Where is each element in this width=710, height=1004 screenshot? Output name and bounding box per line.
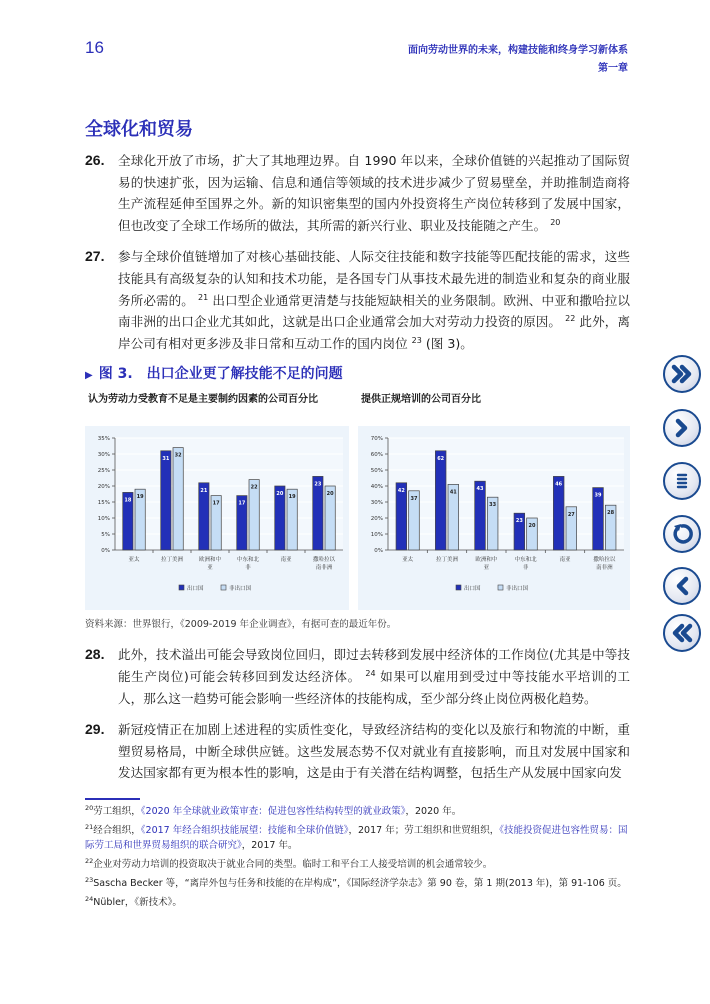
legend-swatch xyxy=(498,585,503,590)
x-tick-label: 亚太 xyxy=(402,557,414,564)
bar-value-label: 23 xyxy=(314,481,322,488)
x-tick-label: 拉丁美洲 xyxy=(435,557,459,564)
footnote-21: $^{21}$经合组织，《2017 年经合组织技能展望：技能和全球价值链》，2017 年；劳工组织和世贸组织，《技能投资促进包容性贸易：国际劳工局和世界贸易组织的联合研究》，2017 年。 xyxy=(85,822,628,851)
paragraph-number: 29. xyxy=(85,721,105,738)
paragraph-text: 新冠疫情正在加剧上述进程的实质性变化，导致经济结构的变化以及旅行和物流的中断，重塑贸易格局，中断全球供应链。这些发展态势不仅对就业有直接影响，而且对发展中国家和发达国家都有更为根本性的影响，这是由于有关潜在结构调整，包括生产从发展中国家向发 xyxy=(118,722,630,781)
x-tick-label: 亚太 xyxy=(128,557,140,564)
bar-value-label: 20 xyxy=(276,491,284,498)
back-arrow-icon xyxy=(669,521,695,547)
x-tick-label: 南非洲 xyxy=(315,565,333,572)
paragraph-28 xyxy=(85,644,630,709)
legend-swatch xyxy=(179,585,184,590)
bar-value-label: 39 xyxy=(594,492,602,499)
chapter-label: 第一章 xyxy=(598,63,628,74)
x-tick-label: 拉丁美洲 xyxy=(160,557,184,564)
paragraph-number: 28. xyxy=(85,646,105,663)
bar-value-label: 31 xyxy=(162,456,170,463)
chart-panel-left xyxy=(85,426,349,610)
paragraph-29 xyxy=(85,719,630,784)
y-tick-label: 20% xyxy=(97,484,110,491)
x-tick-label: 亚 xyxy=(483,565,490,572)
page-number: 16 xyxy=(85,38,104,57)
bar-value-label: 42 xyxy=(397,488,405,495)
y-tick-label: 30% xyxy=(97,452,110,459)
section-title: 全球化和贸易 xyxy=(85,119,193,140)
main-column xyxy=(85,118,630,914)
chart-title-right: 提供正规培训的公司百分比 xyxy=(361,394,481,406)
y-tick-label: 60% xyxy=(370,452,383,459)
plot-area xyxy=(388,438,624,550)
x-tick-label: 欧洲和中 xyxy=(198,557,222,564)
paragraph-text: 参与全球价值链增加了对核心基础技能、人际交往技能和数字技能等匹配技能的需求，这些技能具有高级复杂的认知和技术功能，是各国专门从事技术最先进的制造业和复杂的商业服务所必需的。 $^{21}$ 出口型企业通常更清楚与技能短缺相关的业务限制。欧洲、中亚和撒哈拉以南非洲的出口企业尤其如此，这就是出口企业通常会加大对劳动力投资的原因。 $^{22}$ 此外，离岸公司有相对更多涉及非日常和互动工作的国内岗位 $^{23}$ (图 3)。 xyxy=(118,249,631,351)
bar-value-label: 21 xyxy=(200,488,208,495)
document-title: 面向劳动世界的未来，构建技能和终身学习新体系 xyxy=(408,45,628,56)
bar-exporter xyxy=(553,477,564,551)
bar-value-label: 33 xyxy=(489,502,497,509)
footnote-divider xyxy=(85,798,140,800)
footnote-ref[interactable]: 22 xyxy=(565,313,576,323)
bar-value-label: 32 xyxy=(174,452,182,459)
x-tick-label: 非 xyxy=(522,565,529,572)
bar-exporter xyxy=(313,477,323,551)
y-tick-label: 10% xyxy=(370,532,383,539)
legend-label: 非出口国 xyxy=(506,586,529,593)
last-page-button[interactable] xyxy=(663,355,703,395)
bar-value-label: 62 xyxy=(437,456,445,463)
bar-value-label: 37 xyxy=(410,496,418,503)
figure-title: ▶ 图 3. 出口企业更了解技能不足的问题 xyxy=(85,366,343,383)
chart-title-left: 认为劳动力受教育不足是主要制约因素的公司百分比 xyxy=(88,394,318,406)
paragraph-text: 全球化开放了市场，扩大了其地理边界。自 1990 年以来，全球价值链的兴起推动了国际贸易的快速扩张，因为运输、信息和通信等领域的技术进步减少了贸易壁垒，并助推制造商将生产流程延伸至国界之外。新的知识密集型的国内外投资将生产岗位转移到了发展中国家，但也改变了全球工作场所的做法，其所需的新兴行业、职业及技能随之产生。 $^{20}$ xyxy=(118,153,630,233)
y-tick-label: 35% xyxy=(97,436,110,443)
bar-value-label: 28 xyxy=(607,510,615,517)
bar-value-label: 41 xyxy=(449,489,457,496)
previous-page-button[interactable] xyxy=(663,567,703,607)
bar-value-label: 22 xyxy=(250,484,258,491)
legend-swatch xyxy=(456,585,461,590)
y-tick-label: 20% xyxy=(370,516,383,523)
y-tick-label: 0% xyxy=(374,548,383,555)
bar-exporter xyxy=(435,451,446,550)
first-page-button[interactable] xyxy=(663,614,703,654)
x-tick-label: 中东和北 xyxy=(514,557,537,564)
chart-right xyxy=(358,392,630,610)
y-tick-label: 0% xyxy=(101,548,110,555)
bar-value-label: 17 xyxy=(212,500,220,507)
bar-value-label: 46 xyxy=(555,481,563,488)
x-tick-label: 南亚 xyxy=(280,557,292,564)
x-tick-label: 南非洲 xyxy=(596,565,613,572)
chevron-left-icon xyxy=(670,574,694,598)
y-tick-label: 25% xyxy=(97,468,110,475)
y-tick-label: 30% xyxy=(370,500,383,507)
x-tick-label: 撒哈拉以 xyxy=(593,557,616,564)
y-tick-label: 50% xyxy=(370,468,383,475)
legend-label: 出口国 xyxy=(464,586,481,593)
legend-swatch xyxy=(221,585,226,590)
footnote-23: $^{23}$Sascha Becker 等，“离岸外包与任务和技能的在岸构成”，《国际经济学杂志》第 90 卷，第 1 期(2013 年)，第 91-106 页。 xyxy=(85,875,627,889)
footnote-link[interactable]: 《2017 年经合组织技能展望：技能和全球价值链》 xyxy=(140,824,349,836)
contents-button[interactable] xyxy=(663,462,703,502)
y-tick-label: 40% xyxy=(370,484,383,491)
x-tick-label: 非 xyxy=(245,565,251,572)
bar-exporter xyxy=(161,451,171,550)
paragraph-number: 26. xyxy=(85,152,105,168)
chart-panel-right xyxy=(358,426,630,610)
footnote-22: $^{22}$企业对劳动力培训的投资取决于就业合同的类型。临时工和平台工人接受培训的机会通常较少。 xyxy=(85,856,493,870)
bar-chart-formal-training xyxy=(358,426,630,610)
back-button[interactable] xyxy=(663,515,703,555)
y-tick-label: 15% xyxy=(97,500,110,507)
y-tick-label: 70% xyxy=(370,436,383,443)
legend-label: 非出口国 xyxy=(229,586,252,593)
x-tick-label: 亚 xyxy=(207,565,213,572)
figure-source: 资料来源：世界银行，《2009-2019 年企业调查》，有据可查的最近年份。 xyxy=(85,619,397,631)
paragraph-27 xyxy=(85,246,630,354)
bar-value-label: 23 xyxy=(515,518,523,525)
x-tick-label: 欧洲和中 xyxy=(475,557,498,564)
x-tick-label: 南亚 xyxy=(559,557,571,564)
bar-value-label: 43 xyxy=(476,486,484,493)
y-tick-label: 10% xyxy=(97,516,110,523)
footnote-ref[interactable]: 21 xyxy=(198,292,209,302)
legend-label: 出口国 xyxy=(187,586,204,593)
bar-value-label: 19 xyxy=(288,494,296,501)
x-tick-label: 撒哈拉以 xyxy=(312,557,336,564)
menu-icon xyxy=(670,469,694,493)
paragraph-text: 此外，技术溢出可能会导致岗位回归，即过去转移到发展中经济体的工作岗位(尤其是中等技能生产岗位)可能会转移回到发达经济体。 $^{24}$ 如果可以雇用到受过中等技能水平培训的工人，那么这一趋势可能会影响一些经济体的技能构成，至少部分终止岗位两极化趋势。 xyxy=(118,647,630,706)
x-tick-label: 中东和北 xyxy=(236,557,260,564)
footnote-link[interactable]: 《技能投资促进包容性贸易：国际劳工局和世界贸易组织的联合研究》 xyxy=(85,824,628,851)
footnote-link[interactable]: 《2020 年全球就业政策审查：促进包容性结构转型的就业政策》 xyxy=(140,805,406,817)
next-page-button[interactable] xyxy=(663,409,703,449)
plot-area xyxy=(115,438,343,550)
bar-value-label: 18 xyxy=(124,497,132,504)
triangle-bullet-icon: ▶ xyxy=(85,370,93,382)
y-tick-label: 5% xyxy=(101,532,110,539)
bar-non-exporter xyxy=(173,448,183,550)
bar-value-label: 19 xyxy=(136,494,144,501)
bar-value-label: 20 xyxy=(528,523,536,530)
figure-charts xyxy=(85,392,630,610)
chevron-right-icon xyxy=(670,416,694,440)
footnote-24: $^{24}$Nübler，《新技术》。 xyxy=(85,894,182,908)
bar-value-label: 17 xyxy=(238,500,246,507)
double-chevron-right-icon xyxy=(670,362,694,386)
footnote-ref[interactable]: 24 xyxy=(365,668,376,678)
bar-value-label: 27 xyxy=(567,512,575,519)
double-chevron-left-icon xyxy=(670,621,694,645)
footnote-ref[interactable]: 20 xyxy=(550,217,561,227)
footnote-ref[interactable]: 23 xyxy=(411,335,422,345)
running-header xyxy=(408,43,628,77)
bar-chart-education-constraint xyxy=(85,426,349,610)
bar-value-label: 20 xyxy=(326,491,334,498)
paragraph-26 xyxy=(85,150,630,236)
footnote-20: $^{20}$劳工组织，《2020 年全球就业政策审查：促进包容性结构转型的就业政策》，2020 年。 xyxy=(85,803,462,817)
chart-left xyxy=(85,392,349,610)
paragraph-number: 27. xyxy=(85,248,105,265)
